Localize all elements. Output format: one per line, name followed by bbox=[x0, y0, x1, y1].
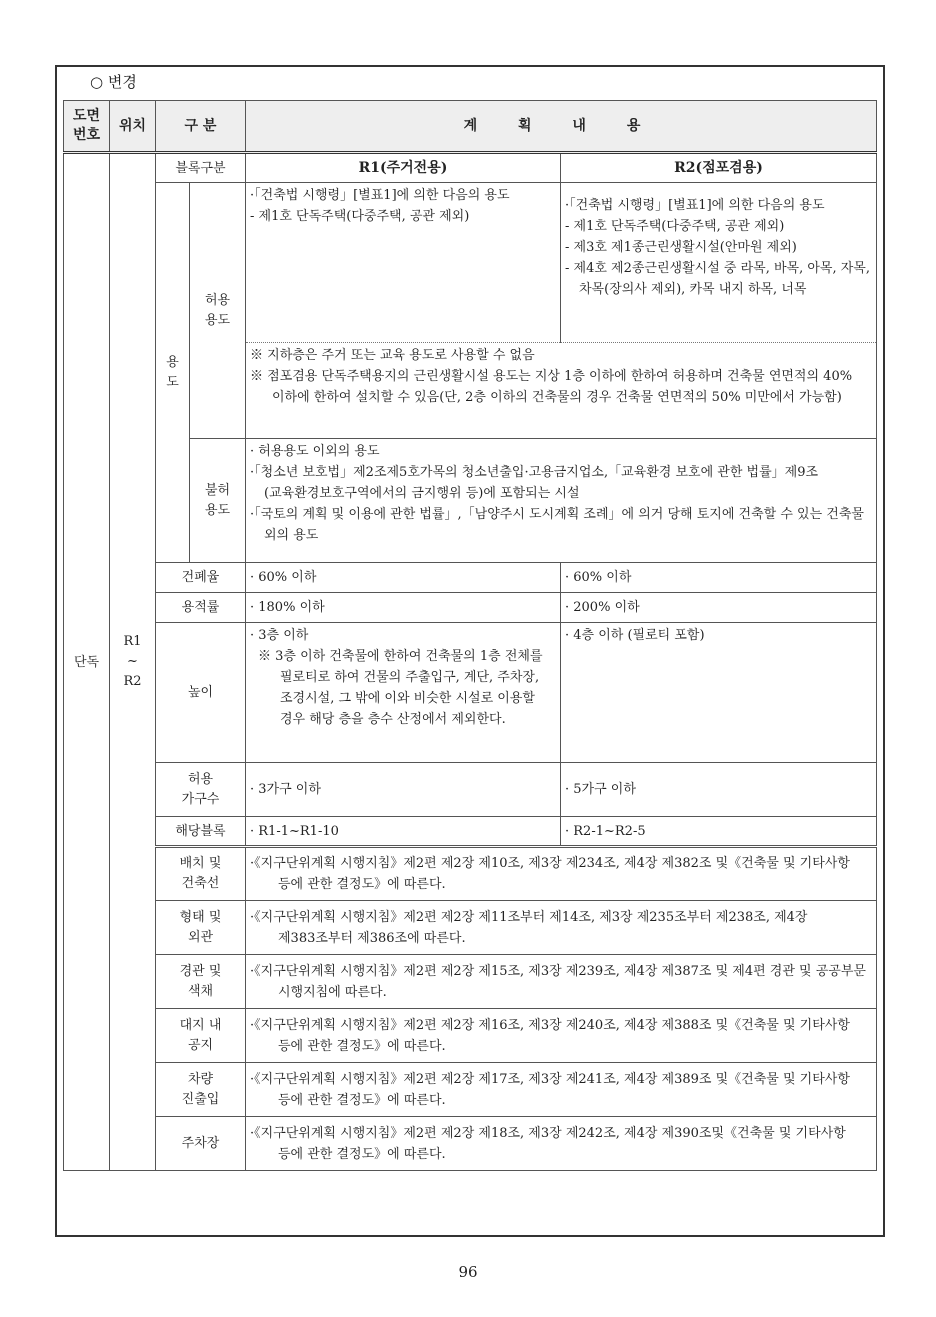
r1-allowed-cell bbox=[246, 183, 561, 343]
header-plan-content: 계 획 내 용 bbox=[246, 101, 877, 153]
r2-title: R2(점포겸용) bbox=[561, 153, 877, 183]
page-number: 96 bbox=[458, 1263, 478, 1281]
height-row bbox=[64, 623, 877, 763]
blocks-label: 해당블록 bbox=[156, 817, 246, 847]
height-r1 bbox=[246, 623, 561, 763]
page-frame bbox=[55, 65, 885, 1237]
guideline-line: ·《지구단위계획 시행지침》제2편 제2장 제18조, 제3장 제242조, 제4장 제390조및《건축물 및 기타사항 등에 관한 결정도》에 따른다. bbox=[250, 1125, 846, 1162]
note-line: ※ 점포겸용 단독주택용지의 근린생활시설 용도는 지상 1층 이하에 한하여 허용하며 건축물 연면적의 40% 이하에 한하여 설치할 수 있음(단, 2층 이하의 건축물의 경우 건축물 연면적의 50% 미만에서 가능함) bbox=[250, 369, 853, 405]
far-r1: · 180% 이하 bbox=[246, 593, 561, 623]
note-line: ※ 지하층은 주거 또는 교육 용도로 사용할 수 없음 bbox=[250, 348, 535, 363]
disallowed-line: ·「국토의 계획 및 이용에 관한 법률」,「남양주시 도시계획 조례」에 의거 당해 토지에 건축할 수 있는 건축물 외의 용도 bbox=[250, 507, 864, 543]
r2-allowed-line: - 제1호 단독주택(다중주택, 공관 제외) bbox=[565, 219, 785, 234]
guideline-row bbox=[64, 847, 877, 901]
coverage-r2: · 60% 이하 bbox=[561, 563, 877, 593]
block-row bbox=[64, 153, 877, 183]
location-label: R1 ~ R2 bbox=[110, 153, 156, 1171]
height-label: 높이 bbox=[156, 623, 246, 763]
header-location: 위치 bbox=[110, 101, 156, 153]
guideline-text bbox=[246, 901, 877, 955]
far-label: 용적률 bbox=[156, 593, 246, 623]
r1-allowed-line: ·「건축법 시행령」[별표1]에 의한 다음의 용도 bbox=[250, 188, 510, 203]
disallowed-label: 불허 용도 bbox=[190, 439, 246, 563]
disallowed-cell bbox=[246, 439, 877, 563]
guideline-label: 배치 및 건축선 bbox=[156, 847, 246, 901]
guideline-text bbox=[246, 847, 877, 901]
plan-table bbox=[63, 100, 877, 1171]
section-title: ○ 변경 bbox=[90, 73, 137, 91]
use-label: 용 도 bbox=[156, 183, 190, 563]
blocks-row bbox=[64, 817, 877, 847]
height-r1-note: ※ 3층 이하 건축물에 한하여 건축물의 1층 전체를 필로티로 하여 건물의 주출입구, 계단, 주차장, 조경시설, 그 밖에 이와 비슷한 시설로 이용할 경우 해당 층을 층수 산정에서 제외한다. bbox=[258, 649, 543, 727]
allowed-label: 허용 용도 bbox=[190, 183, 246, 439]
coverage-r1: · 60% 이하 bbox=[246, 563, 561, 593]
coverage-label: 건폐율 bbox=[156, 563, 246, 593]
guideline-line: ·《지구단위계획 시행지침》제2편 제2장 제17조, 제3장 제241조, 제4장 제389조 및《건축물 및 기타사항 등에 관한 결정도》에 따른다. bbox=[250, 1071, 850, 1108]
households-r2: · 5가구 이하 bbox=[561, 763, 877, 817]
households-row bbox=[64, 763, 877, 817]
blocks-r1: · R1-1~R1-10 bbox=[246, 817, 561, 847]
households-r1: · 3가구 이하 bbox=[246, 763, 561, 817]
guideline-line: ·《지구단위계획 시행지침》제2편 제2장 제10조, 제3장 제234조, 제4장 제382조 및《건축물 및 기타사항 등에 관한 결정도》에 따른다. bbox=[250, 856, 850, 892]
block-label: 블록구분 bbox=[156, 153, 246, 183]
guideline-text bbox=[246, 1117, 877, 1171]
r2-allowed-line: ·「건축법 시행령」[별표1]에 의한 다음의 용도 bbox=[565, 198, 825, 213]
height-r1-main: · 3층 이하 bbox=[250, 628, 309, 643]
guideline-label: 형태 및 외관 bbox=[156, 901, 246, 955]
disallowed-line: · 허용용도 이외의 용도 bbox=[250, 444, 380, 459]
guideline-label: 대지 내 공지 bbox=[156, 1009, 246, 1063]
guideline-row bbox=[64, 1009, 877, 1063]
r2-allowed-line: - 제4호 제2종근린생활시설 중 라목, 바목, 아목, 자목, 차목(장의사 제외), 카목 내지 하목, 너목 bbox=[565, 261, 870, 297]
allowed-use-row bbox=[64, 183, 877, 343]
households-label: 허용 가구수 bbox=[156, 763, 246, 817]
guideline-row bbox=[64, 955, 877, 1009]
r2-allowed-cell bbox=[561, 183, 877, 343]
r2-allowed-line: - 제3호 제1종근린생활시설(안마원 제외) bbox=[565, 240, 797, 255]
height-r2: · 4층 이하 (필로티 포함) bbox=[561, 623, 877, 763]
far-row bbox=[64, 593, 877, 623]
guideline-line: ·《지구단위계획 시행지침》제2편 제2장 제11조부터 제14조, 제3장 제235조부터 제238조, 제4장 제383조부터 제386조에 따른다. bbox=[250, 909, 808, 946]
guideline-line: ·《지구단위계획 시행지침》제2편 제2장 제16조, 제3장 제240조, 제4장 제388조 및《건축물 및 기타사항 등에 관한 결정도》에 따른다. bbox=[250, 1017, 850, 1054]
guideline-row bbox=[64, 1063, 877, 1117]
far-r2: · 200% 이하 bbox=[561, 593, 877, 623]
guideline-label: 주차장 bbox=[156, 1117, 246, 1171]
guideline-row bbox=[64, 901, 877, 955]
disallowed-line: ·「청소년 보호법」제2조제5호가목의 청소년출입·고용금지업소,「교육환경 보호에 관한 법률」제9조(교육환경보호구역에서의 금지행위 등)에 포함되는 시설 bbox=[250, 465, 819, 501]
header-category: 구 분 bbox=[156, 101, 246, 153]
r1-title: R1(주거전용) bbox=[246, 153, 561, 183]
guideline-label: 경관 및 색채 bbox=[156, 955, 246, 1009]
notes-cell bbox=[246, 343, 877, 439]
guideline-text bbox=[246, 1009, 877, 1063]
guideline-text bbox=[246, 955, 877, 1009]
guideline-row bbox=[64, 1117, 877, 1171]
guideline-label: 차량 진출입 bbox=[156, 1063, 246, 1117]
row-label: 단독 bbox=[64, 153, 110, 1171]
header-drawing-no: 도면 번호 bbox=[64, 101, 110, 153]
blocks-r2: · R2-1~R2-5 bbox=[561, 817, 877, 847]
guideline-text bbox=[246, 1063, 877, 1117]
guideline-line: ·《지구단위계획 시행지침》제2편 제2장 제15조, 제3장 제239조, 제4장 제387조 및 제4편 경관 및 공공부문 시행지침에 따른다. bbox=[250, 963, 866, 1000]
r1-allowed-line: - 제1호 단독주택(다중주택, 공관 제외) bbox=[250, 209, 470, 224]
header-row bbox=[64, 101, 877, 153]
coverage-row bbox=[64, 563, 877, 593]
